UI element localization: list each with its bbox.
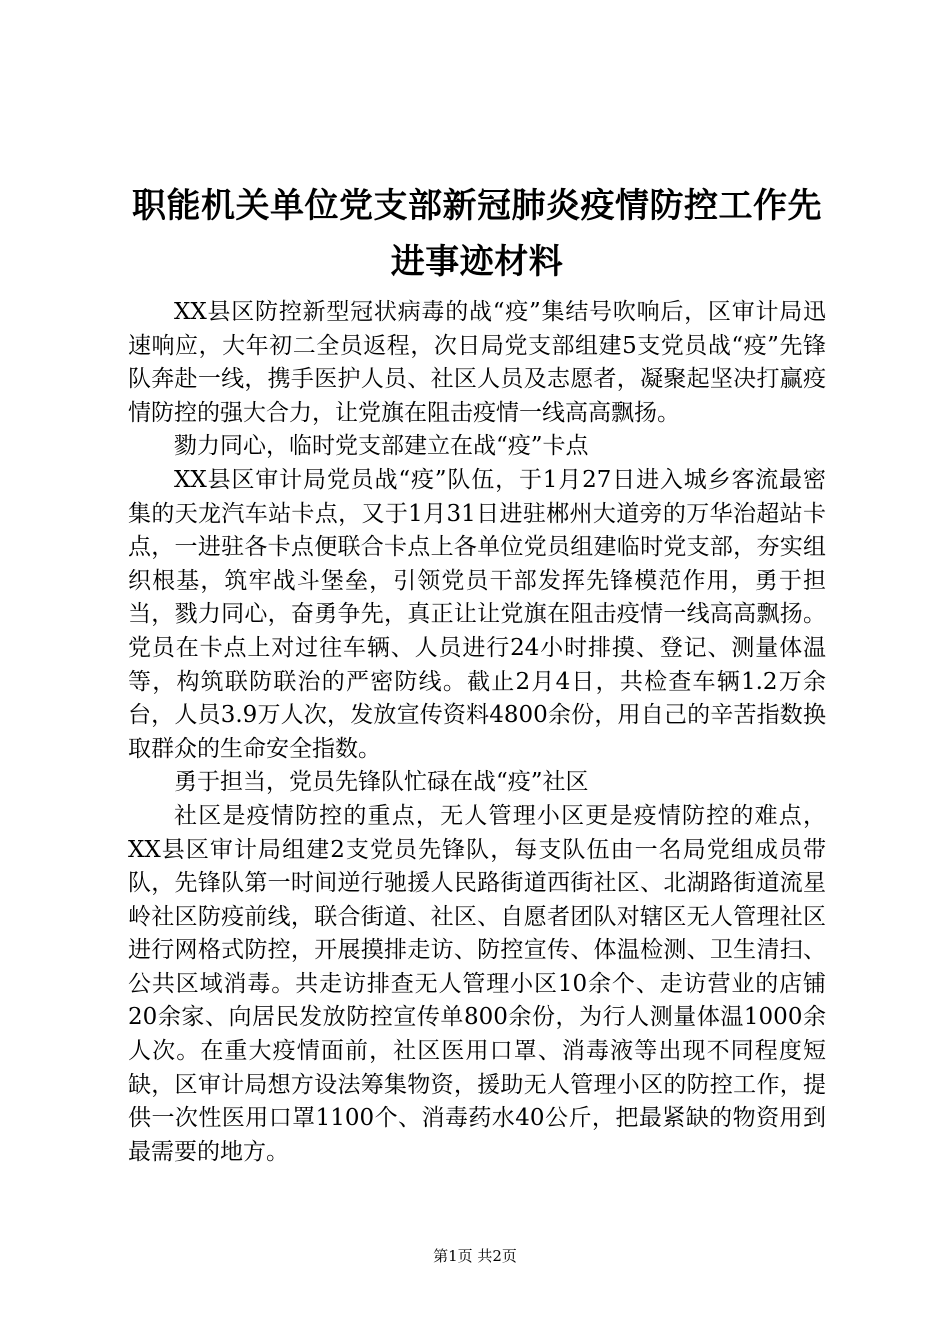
section-heading-community: 勇于担当，党员先锋队忙碌在战“疫”社区 (174, 769, 589, 796)
document-page (128, 178, 826, 1169)
paragraph-community: 社区是疫情防控的重点，无人管理小区更是疫情防控的难点，XX县区审计局组建2支党员先锋队，每支队伍由一名局党组成员带队，先锋队第一时间逆行驰援人民路街道西街社区、北湖路街道流星岭社区防疫前线，联合街道、社区、自愿者团队对辖区无人管理社区进行网格式防控，开展摸排走访、防控宣传、体温检测、卫生清扫、公共区域消毒。共走访排查无人管理小区10余个、走访营业的店铺20余家、向居民发放防控宣传单800余份，为行人测量体温1000余人次。在重大疫情面前，社区医用口罩、消毒液等出现不同程度短缺，区审计局想方设法筹集物资，援助无人管理小区的防控工作，提供一次性医用口罩1100个、消毒药水40公斤，把最紧缺的物资用到最需要的地方。 (128, 802, 826, 1165)
section-heading-checkpoint: 勠力同心，临时党支部建立在战“疫”卡点 (174, 433, 589, 460)
document-title: 职能机关单位党支部新冠肺炎疫情防控工作先进事迹材料 (132, 186, 822, 282)
page-number-footer: 第1页 共2页 (433, 1247, 517, 1265)
paragraph-checkpoint: XX县区审计局党员战“疫”队伍，于1月27日进入城乡客流最密集的天龙汽车站卡点，又于1月31日进驻郴州大道旁的万华治超站卡点，一进驻各卡点便联合卡点上各单位党员组建临时党支部，夯实组织根基，筑牢战斗堡垒，引领党员干部发挥先锋模范作用，勇于担当，戮力同心，奋勇争先，真正让让党旗在阻击疫情一线高高飘扬。党员在卡点上对过往车辆、人员进行24小时排摸、登记、测量体温等，构筑联防联治的严密防线。截止2月4日，共检查车辆1.2万余台，人员3.9万人次，发放宣传资料4800余份，用自己的辛苦指数换取群众的生命安全指数。 (128, 466, 826, 762)
paragraph-intro: XX县区防控新型冠状病毒的战“疫”集结号吹响后，区审计局迅速响应，大年初二全员返程，次日局党支部组建5支党员战“疫”先锋队奔赴一线，携手医护人员、社区人员及志愿者，凝聚起坚决打赢疫情防控的强大合力，让党旗在阻击疫情一线高高飘扬。 (128, 299, 826, 426)
document-body (128, 296, 826, 1169)
